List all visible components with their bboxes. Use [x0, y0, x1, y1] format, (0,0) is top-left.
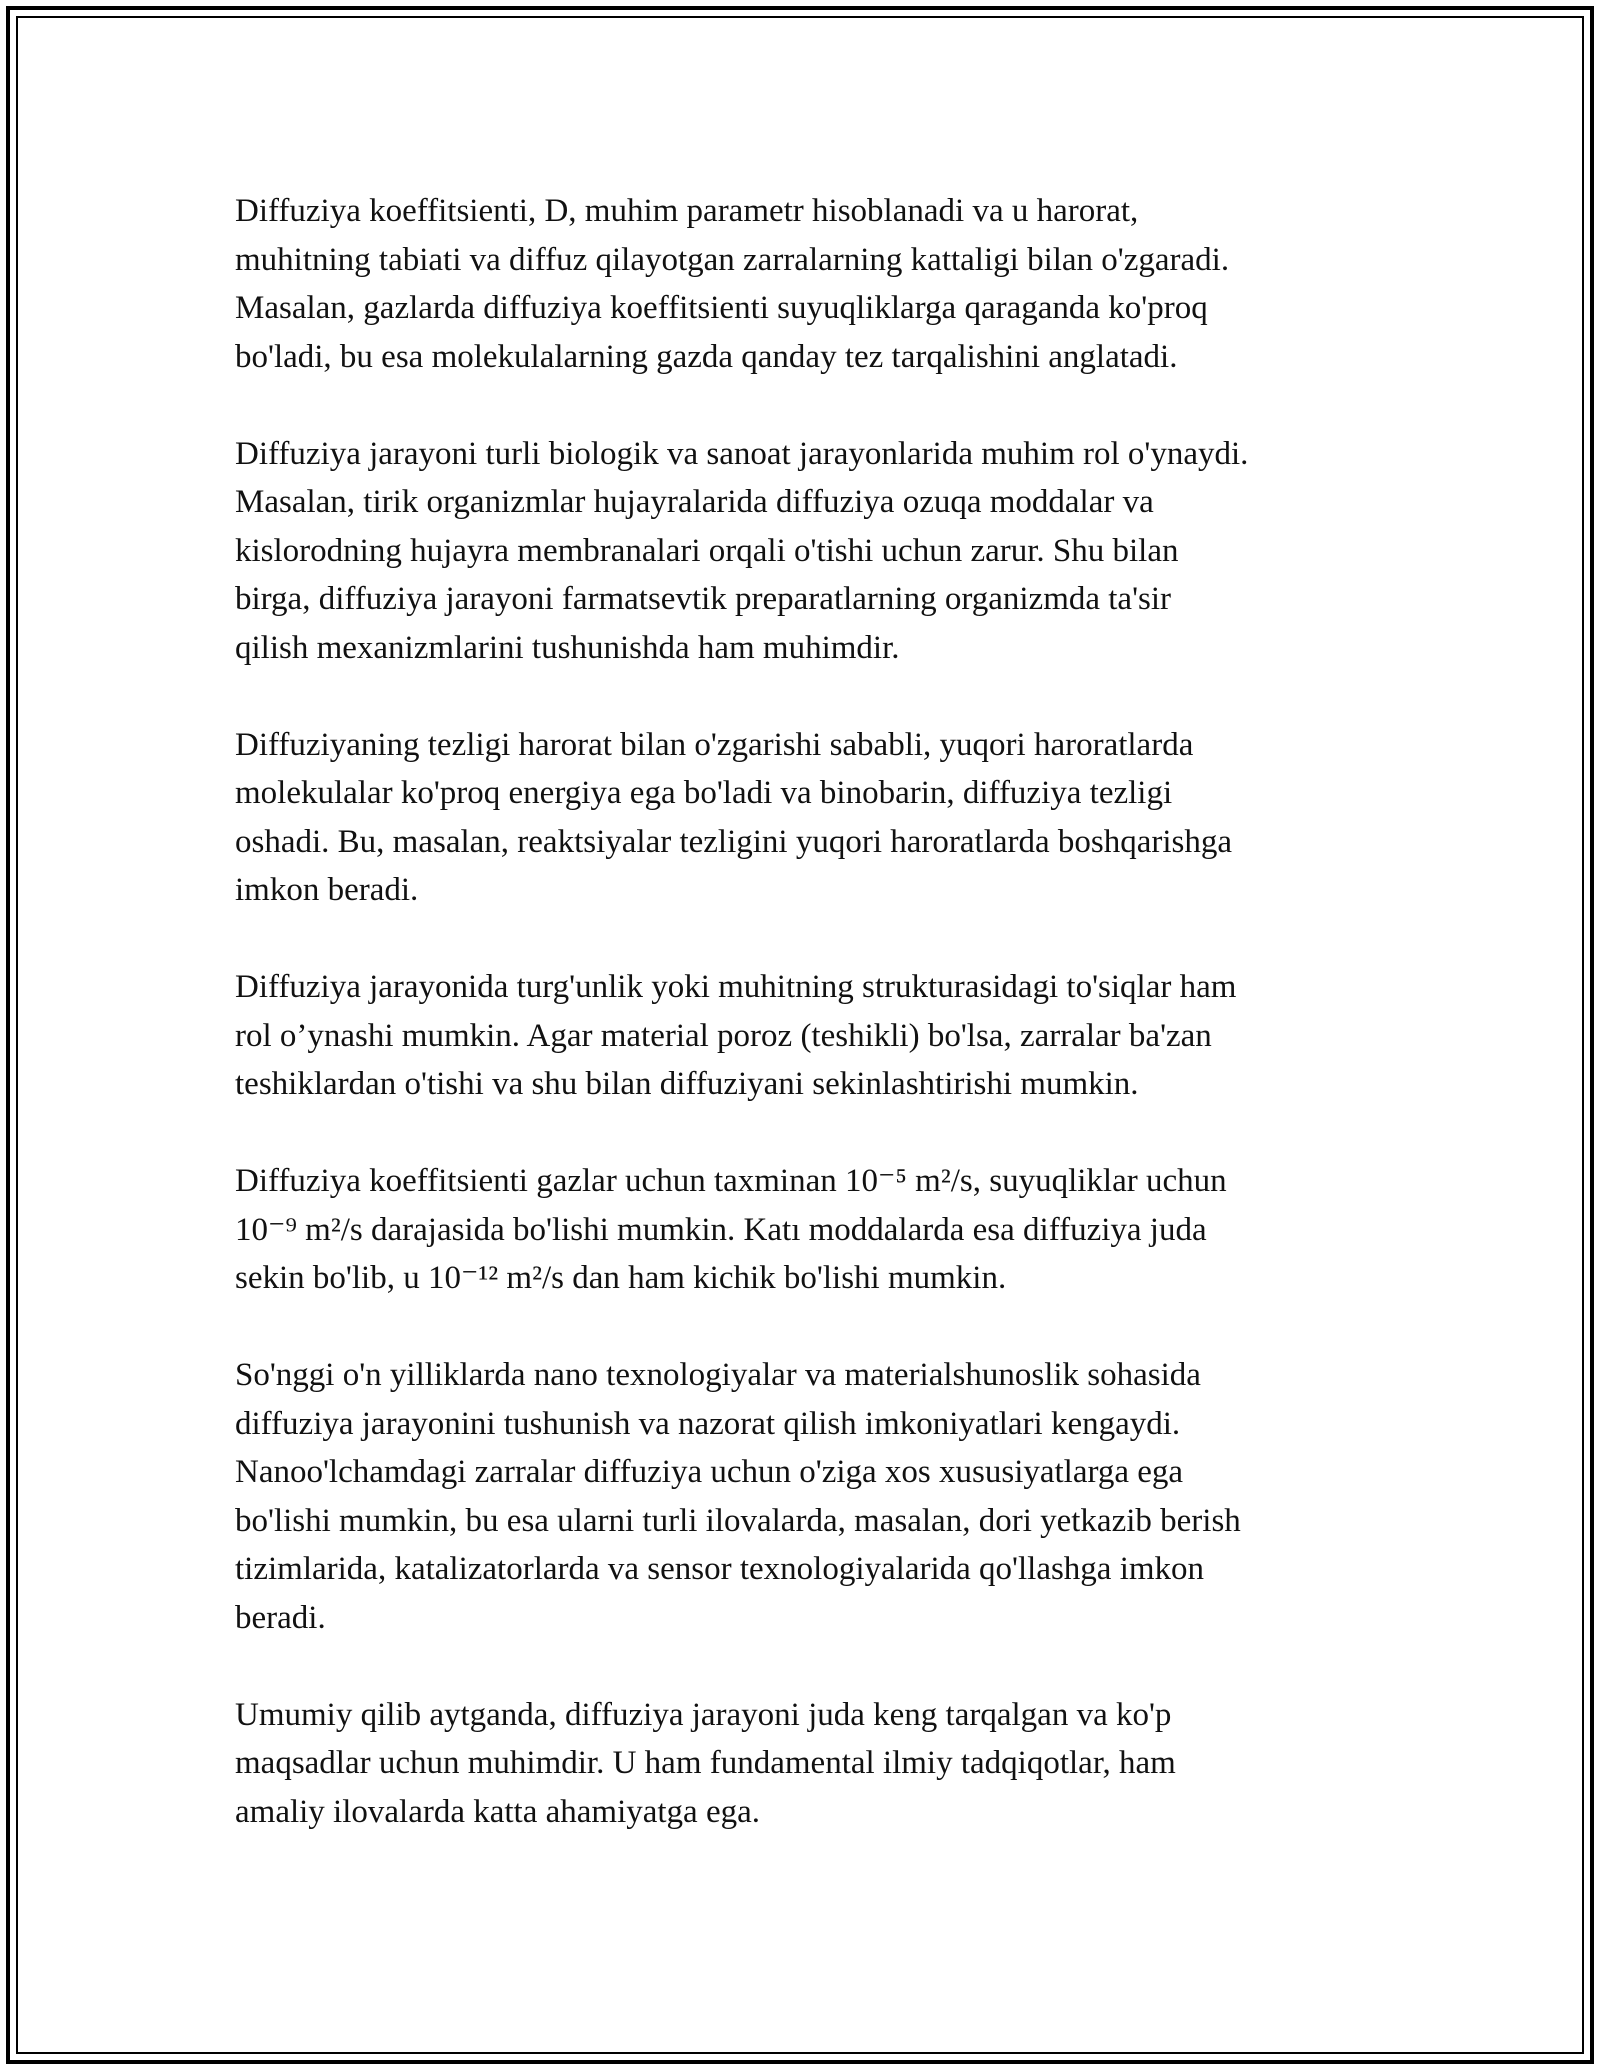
- text-line: teshiklardan o'tishi va shu bilan diffuziyani sekinlashtirishi mumkin.: [235, 1066, 1139, 1102]
- paragraph-coefficient-values: [235, 1157, 1375, 1303]
- text-line: bo'lishi mumkin, bu esa ularni turli ilovalarda, masalan, dori yetkazib berish: [235, 1502, 1241, 1539]
- text-line: oshadi. Bu, masalan, reaktsiyalar tezligini yuqori haroratlarda boshqarishga: [235, 823, 1233, 860]
- text-line: 10⁻⁹ m²/s darajasida bo'lishi mumkin. Katı moddalarda esa diffuziya juda: [235, 1211, 1207, 1248]
- text-line: Diffuziya koeffitsienti gazlar uchun taxminan 10⁻⁵ m²/s, suyuqliklar uchun: [235, 1163, 1227, 1199]
- text-line: Diffuziya jarayoni turli biologik va sanoat jarayonlarida muhim rol o'ynaydi.: [235, 435, 1249, 472]
- text-line: So'nggi o'n yilliklarda nano texnologiyalar va materialshunoslik sohasida: [235, 1357, 1201, 1393]
- text-line: kislorodning hujayra membranalari orqali o'tishi uchun zarur. Shu bilan: [235, 532, 1179, 569]
- text-line: maqsadlar uchun muhimdir. U ham fundamental ilmiy tadqiqotlar, ham: [235, 1745, 1176, 1781]
- text-line: Diffuziya jarayonida turg'unlik yoki muhitning strukturasidagi to'siqlar ham: [235, 969, 1237, 1005]
- text-line: Masalan, gazlarda diffuziya koeffitsienti suyuqliklarga qaraganda ko'proq: [235, 290, 1208, 326]
- document-body: [235, 187, 1375, 1885]
- text-line: molekulalar ko'proq energiya ega bo'ladi va binobarin, diffuziya tezligi: [235, 775, 1173, 811]
- text-line: Diffuziyaning tezligi harorat bilan o'zgarishi sababli, yuqori haroratlarda: [235, 726, 1194, 763]
- text-line: Masalan, tirik organizmlar hujayralarida diffuziya ozuqa moddalar va: [235, 484, 1154, 520]
- text-line: diffuziya jarayonini tushunish va nazorat qilish imkoniyatlari kengaydi.: [235, 1405, 1181, 1442]
- text-line: Umumiy qilib aytganda, diffuziya jarayoni juda keng tarqalgan va ko'p: [235, 1696, 1172, 1733]
- text-line: tizimlarida, katalizatorlarda va sensor texnologiyalarida qo'llashga imkon: [235, 1551, 1205, 1587]
- text-line: beradi.: [235, 1599, 326, 1636]
- paragraph-porous-media: [235, 963, 1375, 1109]
- text-line: qilish mexanizmlarini tushunishda ham muhimdir.: [235, 629, 900, 666]
- text-line: muhitning tabiati va diffuz qilayotgan zarralarning kattaligi bilan o'zgaradi.: [235, 241, 1230, 278]
- text-line: birga, diffuziya jarayoni farmatsevtik preparatlarning organizmda ta'sir: [235, 581, 1172, 617]
- paragraph-nanotechnology: [235, 1351, 1375, 1642]
- text-line: amaliy ilovalarda katta ahamiyatga ega.: [235, 1793, 761, 1830]
- text-line: sekin bo'lib, u 10⁻¹² m²/s dan ham kichik bo'lishi mumkin.: [235, 1260, 1007, 1296]
- text-line: Nanoo'lchamdagi zarralar diffuziya uchun o'ziga xos xususiyatlarga ega: [235, 1454, 1184, 1490]
- text-line: imkon beradi.: [235, 872, 419, 908]
- paragraph-temperature-effect: [235, 721, 1375, 915]
- text-line: Diffuziya koeffitsienti, D, muhim parametr hisoblanadi va u harorat,: [235, 193, 1139, 229]
- text-line: rol o’ynashi mumkin. Agar material poroz (teshikli) bo'lsa, zarralar ba'zan: [235, 1017, 1212, 1054]
- paragraph-diffusion-coefficient: [235, 187, 1375, 381]
- paragraph-conclusion: [235, 1691, 1375, 1837]
- text-line: bo'ladi, bu esa molekulalarning gazda qanday tez tarqalishini anglatadi.: [235, 338, 1178, 375]
- paragraph-biological-processes: [235, 430, 1375, 673]
